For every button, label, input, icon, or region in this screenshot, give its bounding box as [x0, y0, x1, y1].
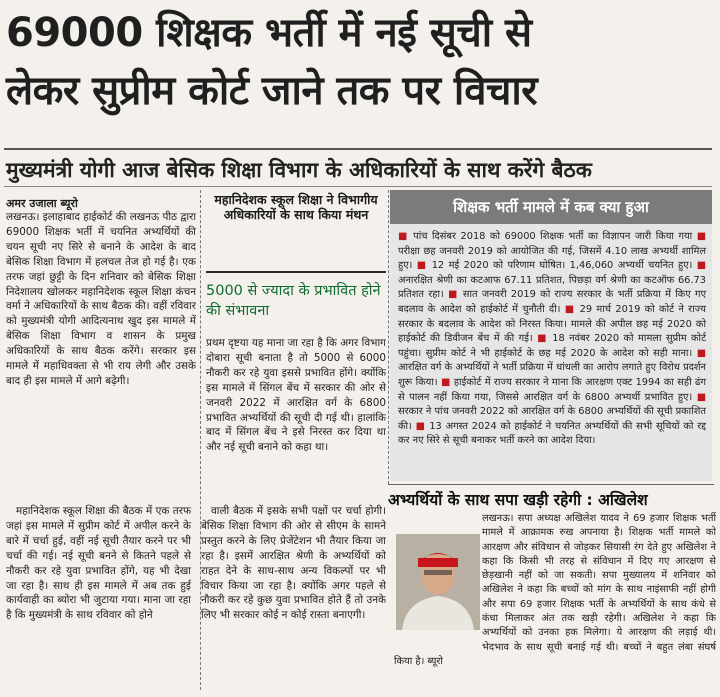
timeline-item: 13 अगस्त 2024 को हाईकोर्ट ने चयनित अभ्यर्थियों की सभी सूचियों को रद्द कर नए सिरे से सूची बनाकर भर्ती करने का आदेश दिया।	[398, 420, 707, 447]
column-divider	[200, 190, 201, 690]
bullet-icon: ■	[416, 260, 432, 272]
timeline-item: सरकार ने पांच जनवरी 2022 को आरक्षित वर्ग के 6800 अभ्यर्थियों की सूची प्रकाशित की।	[398, 406, 706, 432]
bullet-icon: ■	[440, 376, 454, 388]
timeline-item: हाईकोर्ट में राज्य सरकार ने माना कि आरक्षण एक्ट 1994 का सही ढंग से पालन नहीं किया गया, जिससे आरक्षित वर्ग के 6800 अभ्यर्थी प्रभावित हुए।	[398, 376, 706, 403]
byline: अमर उजाला ब्यूरो	[6, 197, 78, 210]
article-paragraph: महानिदेशक स्कूल शिक्षा की बैठक में एक तरफ जहां इस मामले में सुप्रीम कोर्ट में अपील करने के बारे में चर्चा हुई, वहीं नई सूची तैयार करने पर भी चर्चा की गई। नई सूची बनने से कितने पहले से नौकरी कर रहे युवा प्रभावित होंगे, यह भी देखा जा रहा है। साथ ही इस मामले में अब तक हुई कार्यवाही का ब्योरा भी जुटाया गया। माना जा रहा है कि मुख्यमंत्री के साथ रविवार को होने	[6, 505, 191, 622]
timeline-item: 12 मई 2020 को परिणाम घोषित। 1,46,060 अभ्यर्थी चयनित हुए।	[431, 260, 697, 272]
timeline-item: पांच दिसंबर 2018 को 69000 शिक्षक भर्ती का विज्ञापन जारी किया गया	[413, 231, 697, 242]
timeline-item: सात जनवरी 2019 को राज्य सरकार के भर्ती प्रक्रिया में किए गए बदलाव के आदेश को हाईकोर्ट में चुनौती दी।	[398, 289, 706, 315]
side-headline: महानिदेशक स्कूल शिक्षा ने विभागीय अधिकारियों के साथ किया मंथन	[214, 192, 378, 222]
article-paragraph: लखनऊ। इलाहाबाद हाईकोर्ट की लखनऊ पीठ द्वारा 69000 शिक्षक भर्ती में चयनित अभ्यर्थियों की चयन सूची नए सिरे से बनाने के आदेश के बाद बेसिक शिक्षा विभाग में हलचल तेज हो गई है। एक तरफ जहां छुट्टी के दिन शनिवार को बेसिक शिक्षा निदेशालय खोलकर महानिदेशक स्कूल शिक्षा कंचन वर्मा ने अधिकारियों के साथ बैठक की। वहीं रविवार को मुख्यमंत्री योगी आदित्यनाथ खुद इस मामले में बेसिक शिक्षा विभाग व शासन के प्रमुख अधिकारियों के साथ बैठक करेंगे। सरकार इस मामले में महाधिवक्ता से भी राय लेगी और उसके बाद ही इस मामले में आगे बढ़ेगी।	[6, 211, 196, 387]
timeline-text	[398, 230, 706, 449]
article-lower-columns	[6, 504, 386, 690]
timeline-item: आरक्षित वर्ग के अभ्यर्थियों ने भर्ती प्रक्रिया में धांधली का आरोप लगाते हुए विरोध प्रदर्शन शुरू किया।	[398, 362, 706, 388]
bullet-icon: ■	[564, 303, 580, 315]
bullet-icon: ■	[537, 333, 553, 345]
timeline-item: 29 मार्च 2019 को कोर्ट ने राज्य सरकार के बदलाव के आदेश को निरस्त किया। मामले की अपील छह मई 2020 को हाईकोर्ट की डिवीजन बेंच में की गई।	[398, 303, 706, 345]
bullet-icon: ■	[415, 420, 430, 432]
subhead-rule	[4, 186, 712, 187]
headline-rule	[4, 148, 712, 150]
article-column-2	[206, 336, 386, 502]
article-paragraph: वाली बैठक में इसके सभी पक्षों पर चर्चा होगी। बेसिक शिक्षा विभाग की ओर से सीएम के सामने प्रस्तुत करने के लिए प्रेजेंटेशन भी तैयार किया जा रहा है। इसमें आरक्षित श्रेणी के अभ्यर्थियों को राहत देने के साथ-साथ अन्य विकल्पों पर भी विचार किया जा रहा है। क्योंकि अगर पहले से नौकरी कर रहे कुछ युवा प्रभावित होते हैं तो उनके लिए भी सरकार कोई न कोई रास्ता बनाएगी।	[201, 505, 386, 622]
pull-quote: 5000 से ज्यादा के प्रभावित होने की संभावना	[206, 271, 386, 331]
article-paragraph: लखनऊ। सपा अध्यक्ष अखिलेश यादव ने 69 हजार शिक्षक भर्ती मामले में आक्रामक रुख अपनाया है। शिक्षक भर्ती मामले को आरक्षण और संविधान से जोड़कर सियासी रंग देते हुए अखिलेश ने कहा कि किसी भी तरह से संविधान में दिए गए आरक्षण से छेड़खानी नहीं को जा सकती। सपा मुख्यालय में शनिवार को अखिलेश ने कहा कि बच्चों को मांग के साथ नाइंसाफी नहीं होगी और सपा 69 हजार शिक्षक भर्ती के अभ्यर्थियों के साथ कंधे से कंधा मिलाकर अंत तक खड़ी रहेगी। अखिलेश ने कहा कि अभ्यर्थियों को उनका हक मिलेगा। ये आरक्षण की लड़ाई थी। भेदभाव के साथ सूची बनाई गई थी। बच्चों ने बहुत लंबा संघर्ष किया है। ब्यूरो	[394, 513, 716, 667]
timeline-item: परीक्षा छह जनवरी 2019 को आयोजित की गई, जिसमें 4.10 लाख अभ्यर्थी शामिल हुए।	[398, 245, 706, 272]
headline	[6, 4, 710, 120]
section-rule	[388, 484, 714, 485]
timeline-box-title: शिक्षक भर्ती मामले में कब क्या हुआ	[390, 190, 712, 224]
subheadline: मुख्यमंत्री योगी आज बेसिक शिक्षा विभाग के अधिकारियों के साथ करेंगे बैठक	[6, 158, 592, 182]
bullet-icon: ■	[696, 231, 706, 242]
photo-spacer	[394, 534, 482, 646]
timeline-item: अनारक्षित श्रेणी का कटआफ 67.11 प्रतिशत, पिछड़ा वर्ग श्रेणी का कटऑफ 66.73 प्रतिशत रहा।	[398, 274, 706, 301]
akhilesh-article	[394, 512, 716, 694]
bullet-icon: ■	[448, 289, 463, 301]
article-paragraph: प्रथम दृष्टया यह माना जा रहा है कि अगर विभाग दोबारा सूची बनाता है तो 5000 से 6000 नौकरी कर रहे युवा इससे प्रभावित होंगे। क्योंकि इस मामले में सिंगल बेंच में सरकार की ओर से जनवरी 2022 में आरक्षित वर्ग के 6800 प्रभावित अभ्यर्थियों की सूची दी गई थी। हालांकि बाद में सिंगल बेंच ने इसे निरस्त कर दिया था और नई सूची बनाने को कहा था।	[206, 337, 386, 454]
article-column-1	[6, 210, 196, 504]
bullet-icon: ■	[398, 231, 414, 242]
headline-line-2: लेकर सुप्रीम कोर्ट जाने तक पर विचार	[6, 68, 538, 114]
bullet-icon: ■	[696, 391, 706, 403]
bullet-icon: ■	[696, 260, 706, 272]
bullet-icon: ■	[696, 347, 706, 359]
akhilesh-headline: अभ्यर्थियों के साथ सपा खड़ी रहेगी : अखिलेश	[388, 491, 648, 509]
timeline-item: 18 नवंबर 2020 को मामला सुप्रीम कोर्ट पहुंचा। सुप्रीम कोर्ट ने भी हाईकोर्ट के छह मई 2020 के आदेश को सही माना।	[398, 333, 707, 359]
column-divider	[388, 190, 389, 484]
headline-line-1: 69000 शिक्षक भर्ती में नई सूची से	[6, 10, 532, 56]
